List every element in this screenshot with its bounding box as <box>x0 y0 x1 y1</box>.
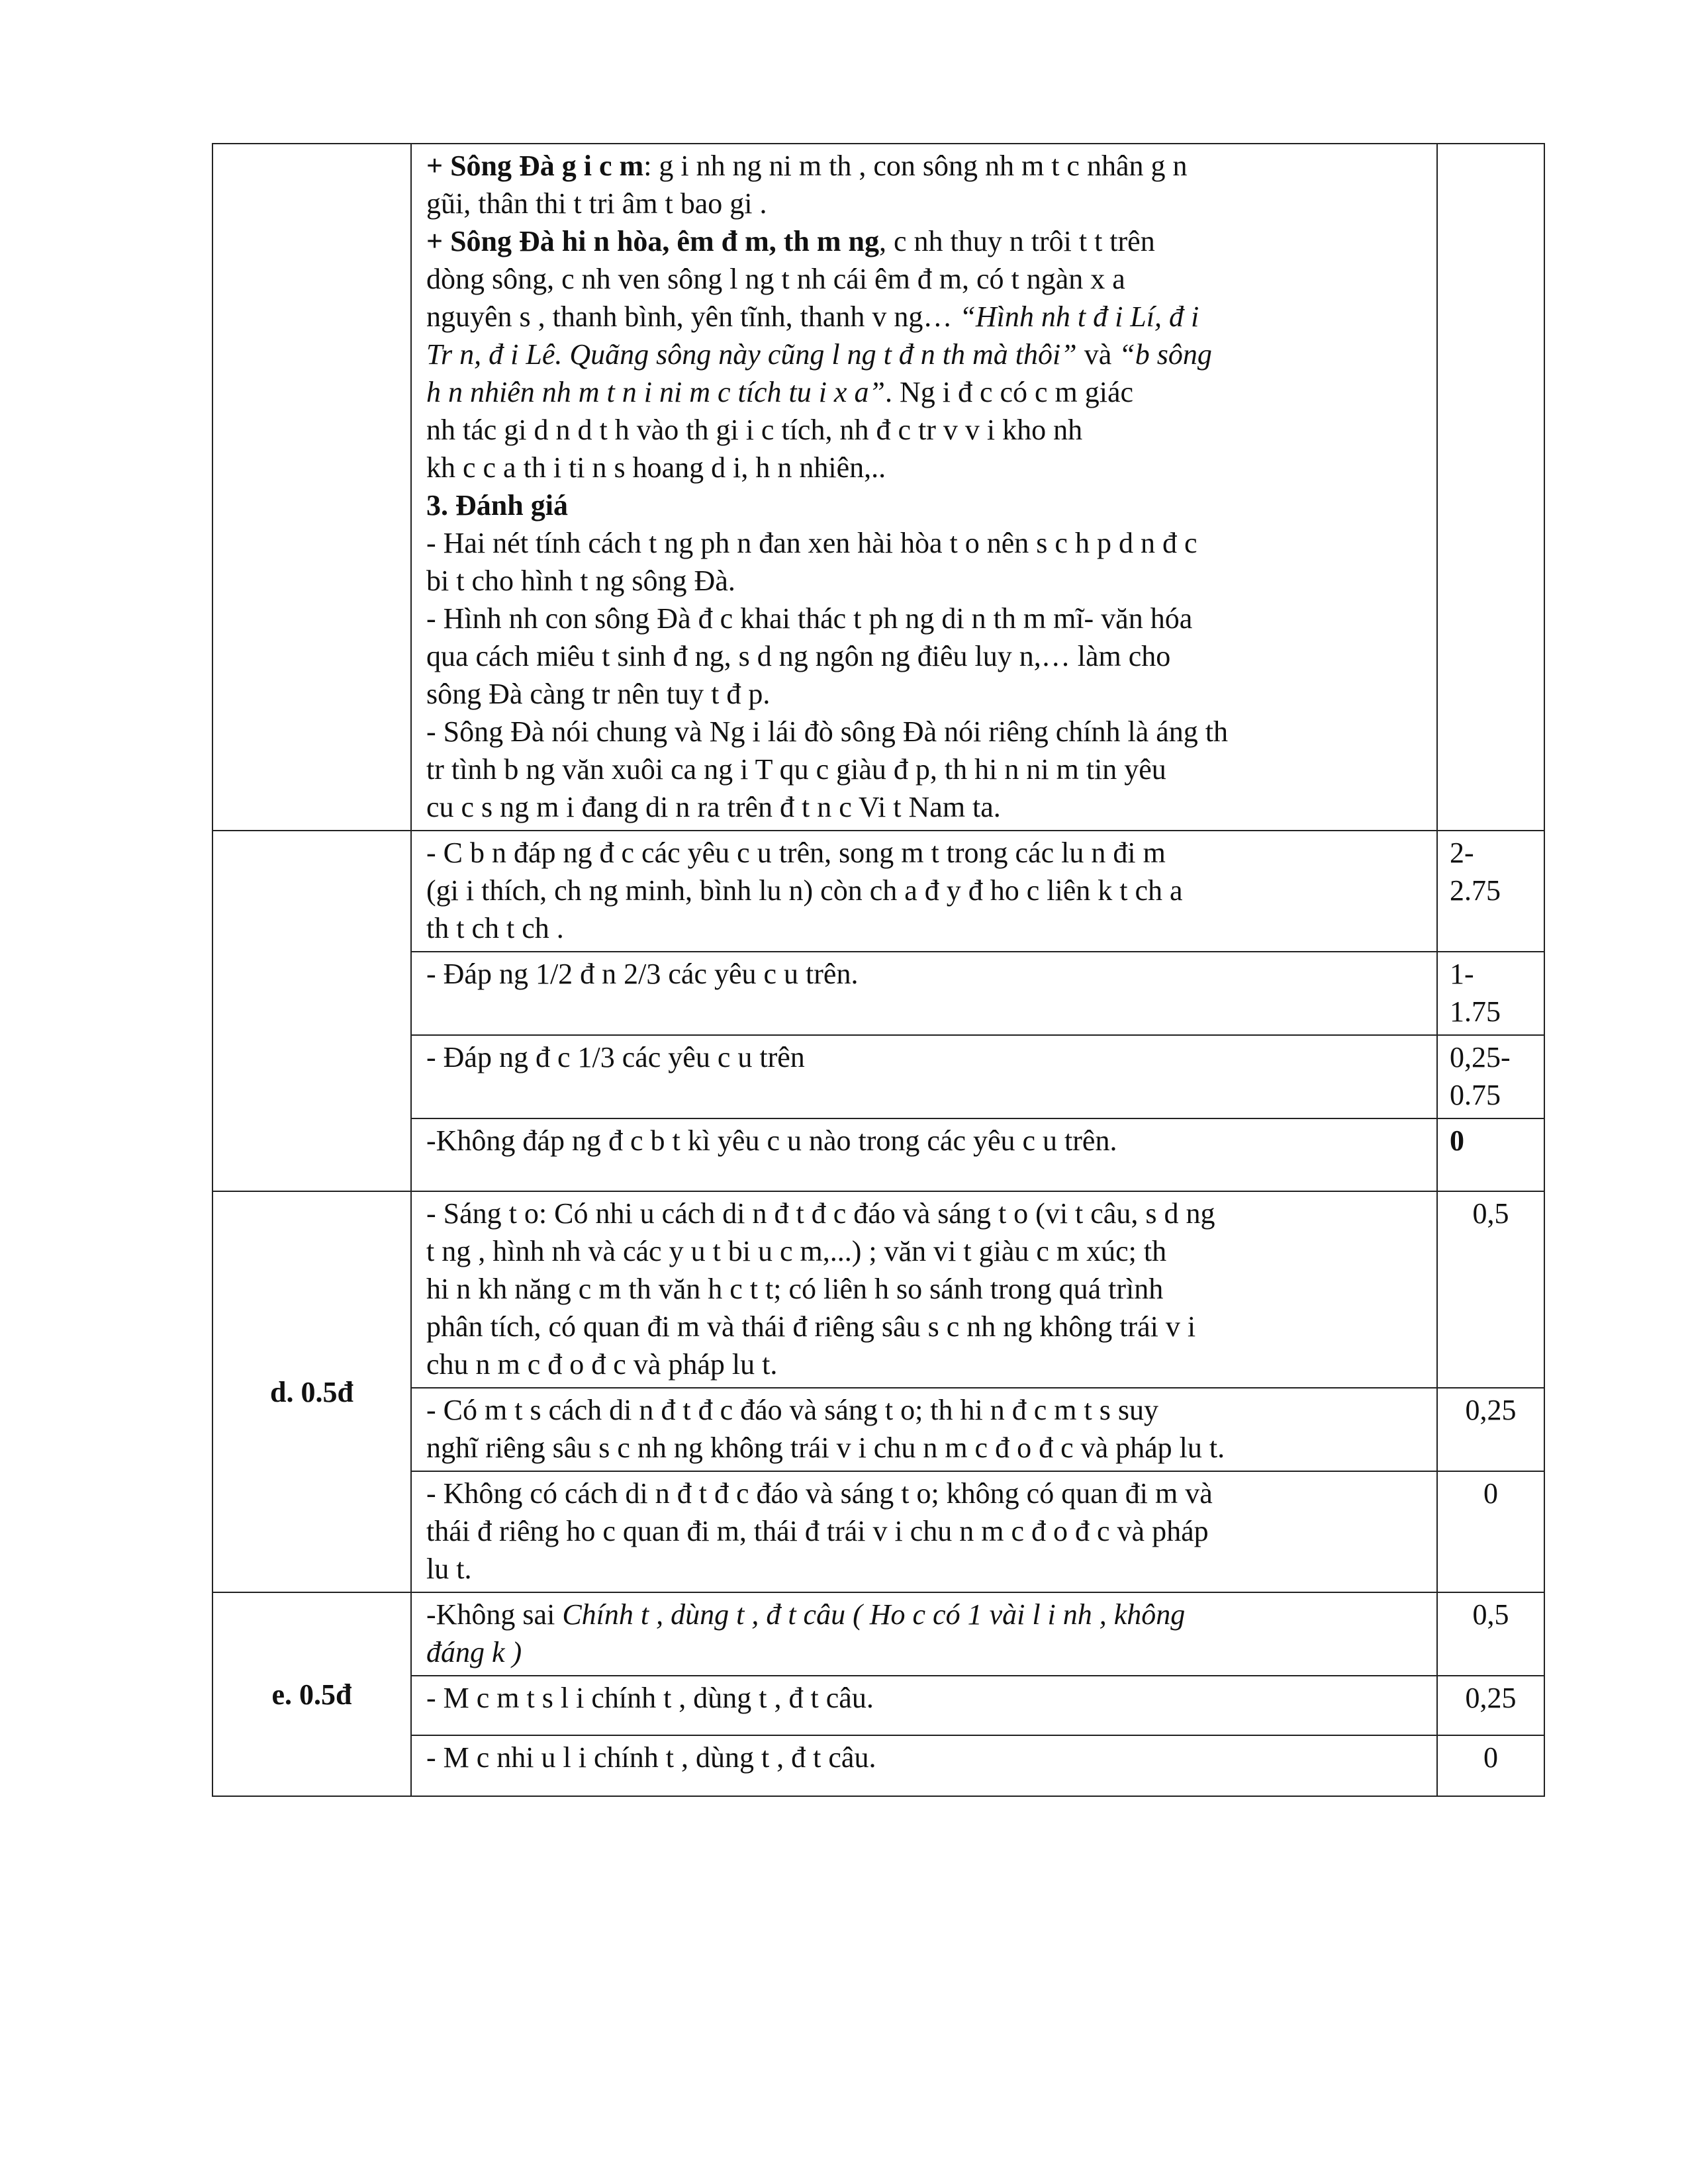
creativity-score <box>1437 1471 1544 1592</box>
score-text: 0,5 <box>1472 1598 1509 1631</box>
level-description <box>411 831 1437 952</box>
plain-text: và <box>1076 338 1119 371</box>
level-description <box>411 1118 1437 1191</box>
score-text: 0 <box>1483 1741 1498 1774</box>
plain-text: , c nh thuy n trôi t t trên <box>878 225 1155 257</box>
spelling-score <box>1437 1592 1544 1676</box>
creativity-description <box>411 1191 1437 1388</box>
text-line <box>426 788 1427 826</box>
bold-text: + Sông Đà hi n hòa, êm đ m, th m ng <box>426 225 879 257</box>
criteria-label-d: d. 0.5đ <box>212 1191 411 1592</box>
text-line <box>426 298 1427 336</box>
spelling-row <box>212 1735 1544 1796</box>
plain-text: nh tác gi d n d t h vào th gi i c tích, nh đ c tr v v i kho nh <box>426 414 1083 446</box>
text-line <box>426 222 1427 260</box>
level-description <box>411 1035 1437 1118</box>
spelling-row <box>212 1592 1544 1676</box>
level-row <box>212 1118 1544 1191</box>
text-line: th t ch t ch . <box>426 912 564 944</box>
text-line: t ng , hình nh và các y u t bi u c m,...) ; văn vi t giàu c m xúc; th <box>426 1235 1167 1267</box>
text-line <box>426 637 1427 675</box>
text-line: (gi i thích, ch ng minh, bình lu n) còn ch a đ y đ ho c liên k t ch a <box>426 874 1183 907</box>
analysis-row <box>212 144 1544 831</box>
plain-text: - Hai nét tính cách t ng ph n đan xen hài hòa t o nên s c h p d n đ c <box>426 527 1197 559</box>
plain-text: : g i nh ng ni m th , con sông nh m t c nhân g n <box>643 150 1188 182</box>
text-line <box>426 373 1427 411</box>
text-line <box>426 751 1427 788</box>
text-line: - Không có cách di n đ t đ c đáo và sáng t o; không có quan đi m và <box>426 1477 1213 1510</box>
score-text: 0.75 <box>1450 1079 1501 1111</box>
text-line <box>426 1596 1427 1633</box>
plain-text: - Sông Đà nói chung và Ng i lái đò sông Đà nói riêng chính là áng th <box>426 715 1229 748</box>
score-text: 0,25- <box>1450 1041 1511 1073</box>
text-line: nghĩ riêng sâu s c nh ng không trái v i chu n m c đ o đ c và pháp lu t. <box>426 1432 1225 1464</box>
plain-text: tr tình b ng văn xuôi ca ng i T qu c giàu đ p, th hi n ni m tin yêu <box>426 753 1166 786</box>
text-line: - Đáp ng 1/2 đ n 2/3 các yêu c u trên. <box>426 958 859 990</box>
level-description <box>411 952 1437 1035</box>
text-line: phân tích, có quan đi m và thái đ riêng sâu s c nh ng không trái v i <box>426 1310 1196 1343</box>
text-line <box>426 147 1427 185</box>
text-line <box>426 411 1427 449</box>
level-score <box>1437 831 1544 952</box>
spelling-row <box>212 1676 1544 1735</box>
text-line: -Không đáp ng đ c b t kì yêu c u nào trong các yêu c u trên. <box>426 1124 1117 1157</box>
plain-text: kh c c a th i ti n s hoang d i, h n nhiên,.. <box>426 451 886 484</box>
text-line: - Sáng t o: Có nhi u cách di n đ t đ c đáo và sáng t o (vi t câu, s d ng <box>426 1197 1215 1230</box>
criteria-cell-empty <box>212 144 411 831</box>
score-text: 1- <box>1450 958 1474 990</box>
score-text: 1.75 <box>1450 995 1501 1028</box>
text-line <box>426 600 1427 637</box>
creativity-score <box>1437 1388 1544 1471</box>
plain-text: dòng sông, c nh ven sông l ng t nh cái êm đ m, có t ngàn x a <box>426 263 1125 295</box>
creativity-description <box>411 1471 1437 1592</box>
plain-text: . Ng i đ c có c m giác <box>884 376 1134 408</box>
level-score <box>1437 952 1544 1035</box>
italic-text: “b sông <box>1119 338 1212 371</box>
text-line <box>426 524 1427 562</box>
bold-text: + Sông Đà g i c m <box>426 150 644 182</box>
level-row <box>212 952 1544 1035</box>
plain-text: - Hình nh con sông Đà đ c khai thác t ph ng di n th m mĩ- văn hóa <box>426 602 1193 635</box>
text-line <box>426 562 1427 600</box>
criteria-cell-empty <box>212 831 411 1191</box>
italic-text: Tr n, đ i Lê. Quãng sông này cũng l ng t đ n th mà thôi” <box>426 338 1077 371</box>
plain-text: bi t cho hình t ng sông Đà. <box>426 565 735 597</box>
italic-text: h n nhiên nh m t n i ni m c tích tu i x a” <box>426 376 885 408</box>
text-line <box>426 449 1427 486</box>
score-text: 0 <box>1450 1124 1464 1157</box>
spelling-description <box>411 1676 1437 1735</box>
spelling-description <box>411 1592 1437 1676</box>
italic-text: “Hình nh t đ i Lí, đ i <box>952 300 1199 333</box>
score-text: 2- <box>1450 837 1474 869</box>
text-line <box>426 185 1427 222</box>
creativity-description <box>411 1388 1437 1471</box>
plain-text: cu c s ng m i đang di n ra trên đ t n c Vi t Nam ta. <box>426 791 1001 823</box>
plain-text: gũi, thân thi t tri âm t bao gi . <box>426 187 767 220</box>
text-line: - M c nhi u l i chính t , dùng t , đ t câu. <box>426 1741 876 1774</box>
italic-text: đáng k ) <box>426 1636 522 1668</box>
text-line: - C b n đáp ng đ c các yêu c u trên, song m t trong các lu n đi m <box>426 837 1166 869</box>
text-line <box>426 336 1427 373</box>
plain-text: qua cách miêu t sinh đ ng, s d ng ngôn ng điêu luy n,… làm cho <box>426 640 1171 672</box>
grading-table <box>212 143 1545 1797</box>
score-cell-empty <box>1437 144 1544 831</box>
italic-text: Chính t , dùng t , đ t câu ( Ho c có 1 vài l i nh , không <box>562 1598 1186 1631</box>
text-line: chu n m c đ o đ c và pháp lu t. <box>426 1348 778 1381</box>
creativity-row <box>212 1471 1544 1592</box>
level-row <box>212 831 1544 952</box>
text-line <box>426 486 1427 524</box>
text-line: thái đ riêng ho c quan đi m, thái đ trái v i chu n m c đ o đ c và pháp <box>426 1515 1209 1547</box>
level-score <box>1437 1035 1544 1118</box>
spelling-description <box>411 1735 1437 1796</box>
score-text: 0,25 <box>1465 1394 1517 1426</box>
spelling-score <box>1437 1676 1544 1735</box>
score-text: 0,5 <box>1472 1197 1509 1230</box>
level-row <box>212 1035 1544 1118</box>
plain-text: sông Đà càng tr nên tuy t đ p. <box>426 678 771 710</box>
score-text: 0 <box>1483 1477 1498 1510</box>
creativity-row <box>212 1191 1544 1388</box>
text-line <box>426 713 1427 751</box>
bold-text: 3. Đánh giá <box>426 489 568 522</box>
text-prefix: -Không sai <box>426 1598 563 1631</box>
text-line <box>426 675 1427 713</box>
criteria-label-e: e. 0.5đ <box>212 1592 411 1796</box>
text-line: - M c m t s l i chính t , dùng t , đ t câu. <box>426 1682 874 1714</box>
score-text: 0,25 <box>1465 1682 1517 1714</box>
text-line: lu t. <box>426 1553 472 1585</box>
text-line: hi n kh năng c m th văn h c t t; có liên h so sánh trong quá trình <box>426 1273 1164 1305</box>
text-line <box>426 260 1427 298</box>
spelling-score <box>1437 1735 1544 1796</box>
creativity-score <box>1437 1191 1544 1388</box>
score-text: 2.75 <box>1450 874 1501 907</box>
analysis-content <box>411 144 1437 831</box>
creativity-row <box>212 1388 1544 1471</box>
level-score <box>1437 1118 1544 1191</box>
text-line: - Đáp ng đ c 1/3 các yêu c u trên <box>426 1041 805 1073</box>
text-line: - Có m t s cách di n đ t đ c đáo và sáng t o; th hi n đ c m t s suy <box>426 1394 1158 1426</box>
plain-text: nguyên s , thanh bình, yên tĩnh, thanh v ng… <box>426 300 953 333</box>
